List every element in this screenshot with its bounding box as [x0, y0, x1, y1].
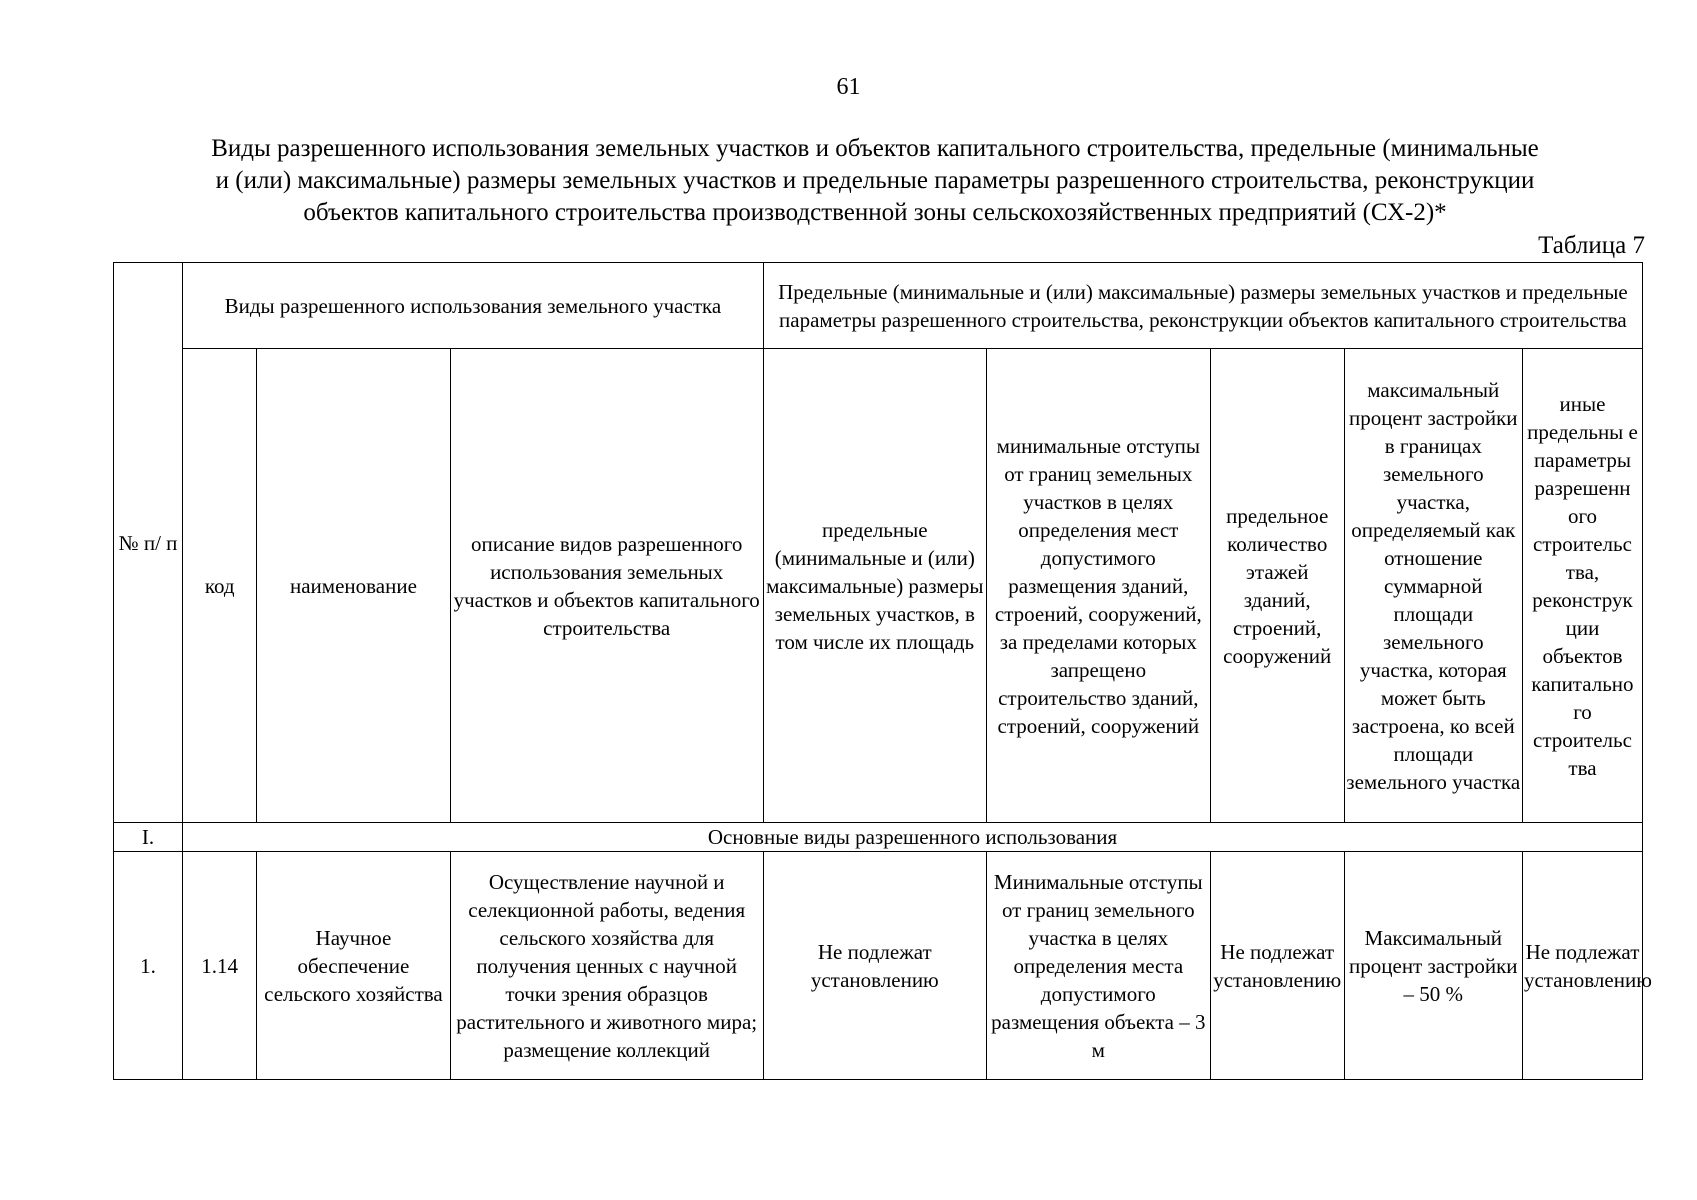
section-row: [114, 823, 1643, 852]
cell-setbacks: Минимальные отступы от границ земельного участка в целях определения места допустимого размещения объекта – 3 м: [986, 852, 1210, 1080]
table-row: [114, 852, 1643, 1080]
table-caption: Таблица 7: [1538, 232, 1645, 259]
header-name: наименование: [257, 349, 450, 823]
section-num: I.: [114, 823, 183, 852]
header-size: предельные (минимальные и (или) максимальные) размеры земельных участков, в том числе их площадь: [763, 349, 986, 823]
header-group-use: Виды разрешенного использования земельного участка: [183, 263, 764, 349]
title-line: и (или) максимальные) размеры земельных участков и предельные параметры разрешенного строительства, реконструкции: [215, 167, 1535, 194]
header-other: иные предельны е параметры разрешенн ого строительс тва, реконструк ции объектов капитально го строительс тва: [1522, 349, 1642, 823]
cell-coverage: Максимальный процент застройки – 50 %: [1344, 852, 1522, 1080]
zoning-table: [113, 262, 1652, 1080]
cell-num: 1.: [114, 852, 183, 1080]
page-number: 61: [836, 74, 861, 100]
header-coverage: максимальный процент застройки в границах земельного участка, определяемый как отношение суммарной площади земельного участка, которая может быть застроена, ко всей площади земельного участка: [1344, 349, 1522, 823]
header-description: описание видов разрешенного использования земельных участков и объектов капитального строительства: [450, 349, 763, 823]
header-setbacks: минимальные отступы от границ земельных участков в целях определения мест допустимого размещения зданий, строений, сооружений, за пределами которых запрещено строительство зданий, строений, сооружений: [986, 349, 1210, 823]
title-line: Виды разрешенного использования земельных участков и объектов капитального строительства, предельные (минимальные: [211, 135, 1539, 162]
cell-code: 1.14: [183, 852, 257, 1080]
document-title: [110, 133, 1640, 229]
section-title: Основные виды разрешенного использования: [183, 823, 1643, 852]
cell-name: Научное обеспечение сельского хозяйства: [257, 852, 450, 1080]
header-group-limits: Предельные (минимальные и (или) максимальные) размеры земельных участков и предельные параметры разрешенного строительства, реконструкции объектов капитального строительства: [763, 263, 1642, 349]
header-num: № п/ п: [114, 263, 183, 823]
cell-floors: Не подлежат установлению: [1210, 852, 1344, 1080]
cell-size: Не подлежат установлению: [763, 852, 986, 1080]
header-floors: предельное количество этажей зданий, строений, сооружений: [1210, 349, 1344, 823]
title-line: объектов капитального строительства производственной зоны сельскохозяйственных предприятий (СХ-2)*: [303, 199, 1447, 226]
header-code: код: [183, 349, 257, 823]
cell-other: Не подлежат установлению: [1522, 852, 1642, 1080]
cell-description: Осуществление научной и селекционной работы, ведения сельского хозяйства для получения ценных с научной точки зрения образцов растительного и животного мира; размещение коллекций: [450, 852, 763, 1080]
